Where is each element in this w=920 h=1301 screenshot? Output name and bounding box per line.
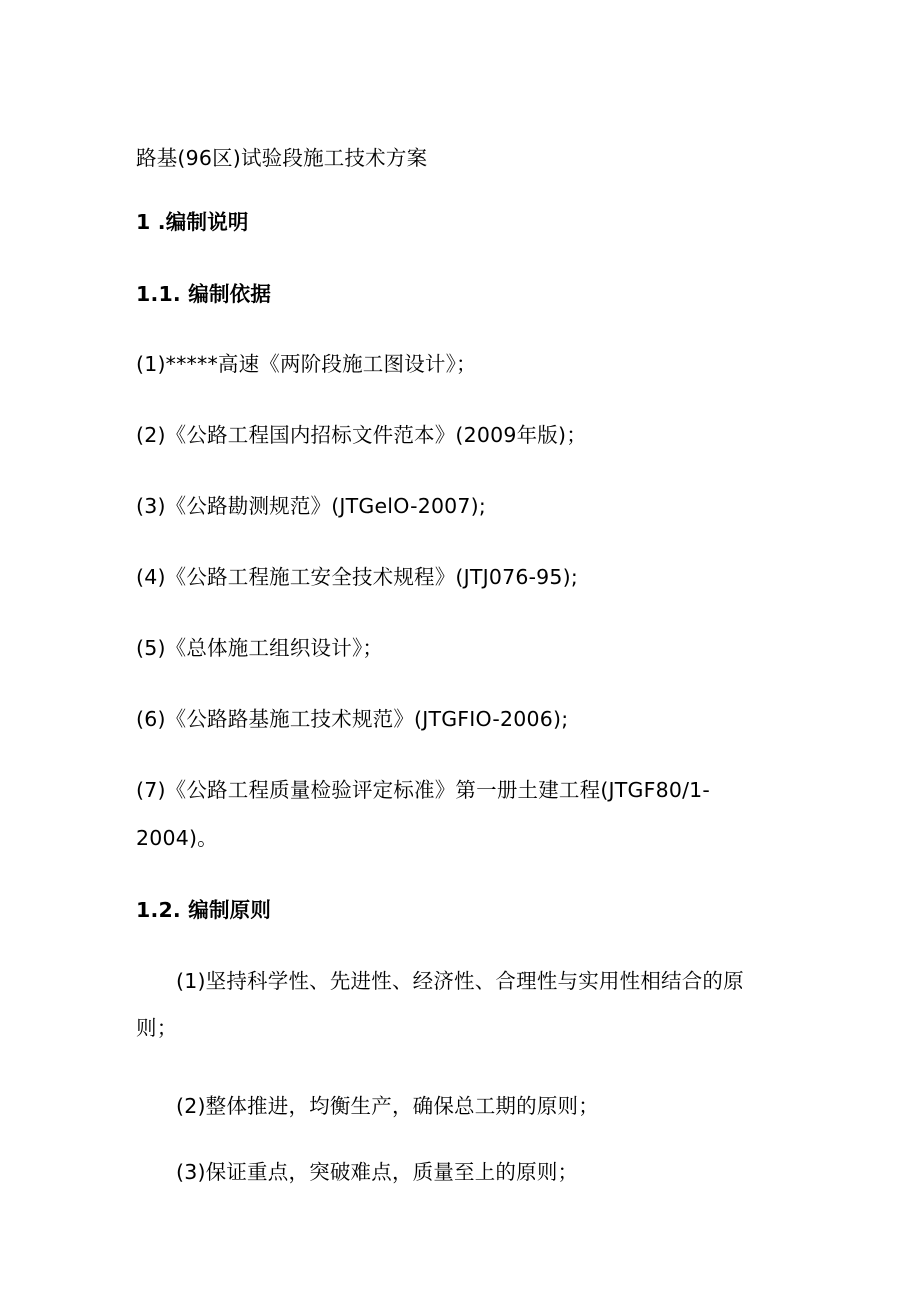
basis-item-2: (2)《公路工程国内招标文件范本》(2009年版)； xyxy=(136,423,587,447)
basis-item-5: (5)《总体施工组织设计》； xyxy=(136,636,384,660)
section-heading-1-2: 1.2. 编制原则 xyxy=(136,898,272,922)
basis-item-1: (1)*****高速《两阶段施工图设计》； xyxy=(136,352,477,376)
section-heading-1: 1 .编制说明 xyxy=(136,210,249,234)
principle-item-1: (1)坚持科学性、先进性、经济性、合理性与实用性相结合的原 xyxy=(176,969,744,993)
basis-item-4: (4)《公路工程施工安全技术规程》(JTJ076-95); xyxy=(136,565,578,589)
basis-item-7-continued: 2004)。 xyxy=(136,826,218,850)
principle-item-3: (3)保证重点，突破难点，质量至上的原则； xyxy=(176,1160,579,1184)
basis-item-3: (3)《公路勘测规范》(JTGelO-2007); xyxy=(136,494,486,518)
document-title: 路基(96区)试验段施工技术方案 xyxy=(136,146,428,170)
principle-item-2: (2)整体推进，均衡生产，确保总工期的原则； xyxy=(176,1094,599,1118)
basis-item-7: (7)《公路工程质量检验评定标准》第一册土建工程(JTGF80/1- xyxy=(136,778,711,802)
section-heading-1-1: 1.1. 编制依据 xyxy=(136,282,272,306)
basis-item-6: (6)《公路路基施工技术规范》(JTGFIO-2006); xyxy=(136,707,569,731)
principle-item-1-continued: 则； xyxy=(136,1016,178,1040)
